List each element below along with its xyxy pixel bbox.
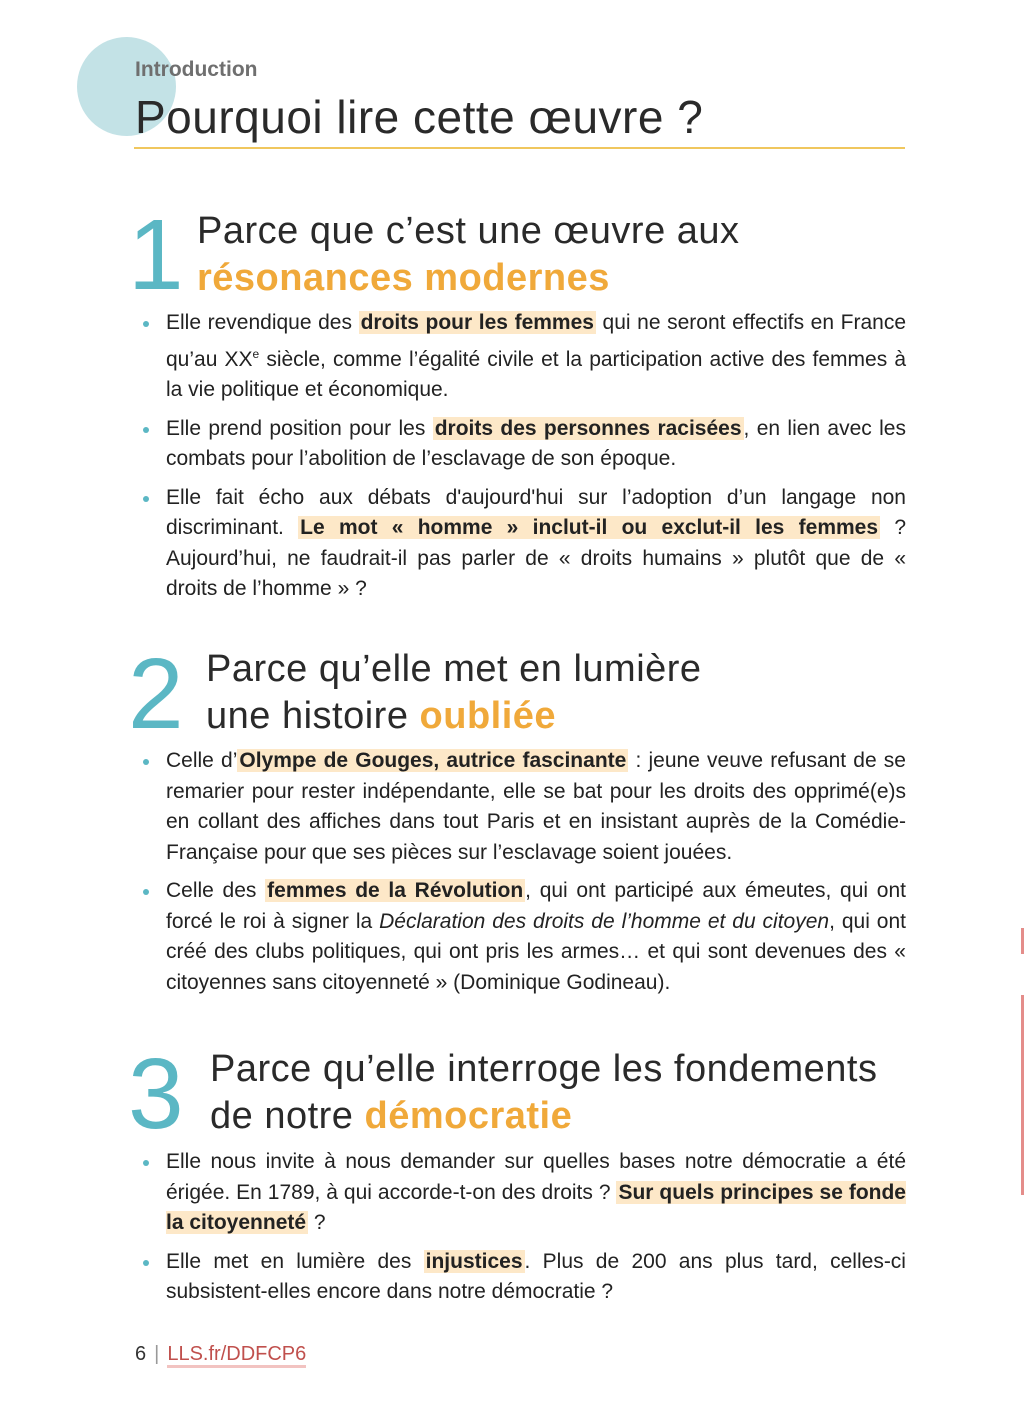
footer-separator: | — [154, 1343, 160, 1365]
highlight: Sur quels principes se fonde la citoyenneté — [166, 1180, 906, 1234]
section-heading: Parce qu’elle met en lumière une histoire oubliée — [206, 648, 702, 737]
section-number: 2 — [128, 638, 184, 750]
section-heading: Parce qu’elle interroge les fondements de notre démocratie — [210, 1048, 878, 1137]
highlight: droits pour les femmes — [360, 311, 594, 334]
section-heading — [197, 208, 740, 302]
bullet-list — [140, 308, 906, 613]
heading-accent: oubliée — [419, 695, 557, 737]
section-number: 1 — [128, 199, 184, 311]
heading-line: Parce que c’est une œuvre aux — [197, 210, 740, 252]
page-footer — [135, 1343, 306, 1366]
list-item: Elle met en lumière des injustices. Plus de 200 ans plus tard, celles-ci subsistent-elles encore dans notre démocratie ? — [140, 1247, 906, 1308]
heading-line: Parce qu’elle interroge les fondements — [210, 1048, 878, 1090]
bullet-list — [140, 1147, 906, 1316]
highlight: femmes de la Révolution — [267, 879, 524, 902]
highlight: Olympe de Gouges, autrice fascinante — [239, 749, 627, 772]
page-title: Pourquoi lire cette œuvre ? — [135, 91, 704, 143]
title-divider — [134, 147, 905, 149]
heading-accent: démocratie — [364, 1095, 573, 1137]
list-item: Celle des femmes de la Révolution, qui ont participé aux émeutes, qui ont forcé le roi à signer la Déclaration des droits de l’homme et du citoyen, qui ont créé des clubs politiques, qui ont pris les armes… et qui sont devenues des « citoyennes sans citoyenneté » (Dominique Godineau). — [140, 876, 906, 998]
list-item: Elle revendique des droits pour les femmes qui ne seront effectifs en France qu’au XXe siècle, comme l’égalité civile et la participation active des femmes à la vie politique et économique. — [140, 308, 906, 406]
heading-accent: résonances modernes — [197, 257, 610, 299]
heading-line: Parce qu’elle met en lumière — [206, 648, 702, 690]
section-number: 3 — [128, 1038, 184, 1150]
list-item: Elle fait écho aux débats d'aujourd'hui sur l’adoption d’un langage non discriminant. Le mot « homme » inclut-il ou exclut-il les femmes ? Aujourd’hui, ne faudrait-il pas parler de « droits humains » plutôt que de « droits de l’homme » ? — [140, 483, 906, 605]
footer-link[interactable]: LLS.fr/DDFCP6 — [167, 1343, 306, 1368]
section-kicker: Introduction — [135, 58, 258, 81]
highlight: Le mot « homme » inclut-il ou exclut-il les femmes — [300, 516, 879, 539]
bullet-list — [140, 746, 906, 1006]
list-item: Elle nous invite à nous demander sur quelles bases notre démocratie a été érigée. En 1789, à qui accorde-t-on des droits ? Sur quels principes se fonde la citoyenneté ? — [140, 1147, 906, 1239]
highlight: droits des personnes racisées — [434, 416, 742, 440]
highlight: injustices — [425, 1249, 523, 1273]
list-item: Elle prend position pour les droits des personnes racisées, en lien avec les combats pour l’abolition de l’esclavage de son époque. — [140, 414, 906, 475]
page-number: 6 — [135, 1343, 147, 1365]
list-item: Celle d’Olympe de Gouges, autrice fascinante : jeune veuve refusant de se remarier pour rester indépendante, elle se bat pour les droits des opprimé(e)s en collant des affiches dans tout Paris et en insistant auprès de la Comédie-Française pour que ses pièces sur l’esclavage soient jouées. — [140, 746, 906, 868]
